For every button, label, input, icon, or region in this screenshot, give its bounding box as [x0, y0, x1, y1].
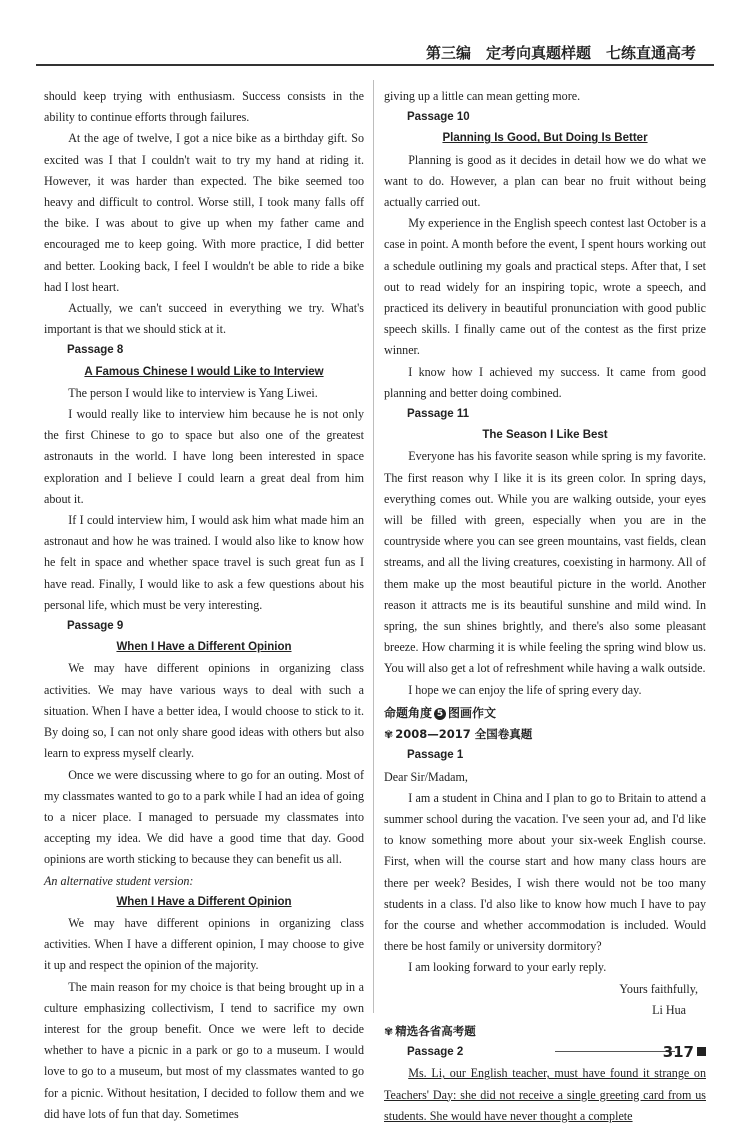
paragraph: should keep trying with enthusiasm. Success consists in the ability to continue efforts through failures. — [44, 89, 364, 125]
header-rule — [36, 64, 714, 66]
footer-rule — [555, 1051, 675, 1052]
passage-10-title-text: Planning Is Good, But Doing Is Better — [442, 132, 648, 145]
passage-2-label: Passage 2 — [407, 1046, 464, 1059]
paragraph: The main reason for my choice is that being brought up in a culture emphasizing collectivism, I tend to sacrifice my own interest for the group benefit. Once we were left to decide whether to have a picnic in a park or go to a museum. I would love to go to a museum, but most of my classmates wanted to go for a picnic. Without hesitation, I decided to follow them and we did have lots of fun that day. Sometimes — [44, 979, 364, 1121]
underlined-paragraph-text: Ms. Li, our English teacher, must have found it strange on Teachers' Day: she did not receive a single greeting card from us students. She would have never thought a complete — [384, 1066, 706, 1123]
section-heading-prefix: 命题角度 — [384, 705, 433, 720]
paragraph: We may have different opinions in organizing class activities. When I have a different opinion, I may choose to give it up and respect the opinion of the majority. — [44, 915, 364, 973]
letter-closing: Yours faithfully, — [619, 981, 698, 996]
passage-9-label: Passage 9 — [67, 620, 124, 633]
square-icon — [697, 1047, 706, 1056]
passage-9-title — [44, 637, 364, 658]
paragraph: I would really like to interview him because he is not only the first Chinese to go to space but also one of the greatest astronauts in the world. I have long been interested in space exploration and I believe I could learn a great deal from him about it. — [44, 407, 364, 506]
paragraph — [384, 1063, 706, 1127]
paragraph: My experience in the English speech contest last October is a case in point. A month before the event, I spent hours working out a schedule outlining my goals and practical steps. After that, I set out to read widely for an inspiring topic, wrote a speech, and practiced its delivery in beautiful pronunciation with good public speech skills. I finally came out of the contest as the first prize winner. — [384, 216, 706, 358]
letter-salutation: Dear Sir/Madam, — [384, 769, 468, 784]
passage-10-title — [384, 128, 706, 149]
section-number-badge: 5 — [434, 708, 446, 720]
letter-signature: Li Hua — [652, 1002, 686, 1017]
flower-icon: ✾ — [384, 1024, 394, 1038]
paragraph: giving up a little can mean getting more. — [384, 89, 581, 103]
paragraph: I hope we can enjoy the life of spring every day. — [408, 682, 642, 697]
passage-11-title: The Season I Like Best — [482, 429, 608, 442]
passage-8-title-text: A Famous Chinese I would Like to Interview — [84, 365, 324, 378]
column-divider — [373, 80, 374, 1013]
paragraph: Everyone has his favorite season while spring is my favorite. The first reason why I like it is its green color. In spring days, everything comes out. While you are walking outside, your eyes will be filled with green, especially when you are in the countryside where you can see green mountains, vast fields, clean streams, and all the living creatures, coexisting in harmony. All of them make up the most beautiful picture in the world. Another reason it attracts me is its beautiful sunshine and mild wind. In spring, the sun shines brightly, and there's also some pleasant breeze. How charming it is while feeling the spring wind blow us. You will also get a lot of refreshment while having a walk outside. — [384, 449, 706, 676]
running-header: 第三编 定考向真题样题 七练直通高考 — [425, 44, 696, 62]
flower-icon: ✾ — [384, 728, 394, 742]
passage-8-label: Passage 8 — [67, 344, 124, 357]
paragraph: Planning is good as it decides in detail how we do what we want to do. However, a plan can bear no fruit without being actually carried out. — [384, 152, 706, 210]
section-heading — [384, 703, 706, 724]
subsection-provincial-text: 精选各省高考题 — [395, 1023, 476, 1038]
passage-8-title — [44, 362, 364, 383]
paragraph: At the age of twelve, I got a nice bike as a birthday gift. So excited was I that I couldn't wait to try my hand at riding it. However, it was harder than expected. The bike seemed too heavy and difficult to control. Worse still, I took many falls off the bike. I was about to give up when my father came and encouraged me to keep going. With more practice, I did better and better. Looking back, I feel I wouldn't be able to ride a bike had I lost heart. — [44, 131, 364, 294]
subsection-provincial — [384, 1021, 706, 1042]
alternative-version-label: An alternative student version: — [44, 873, 194, 888]
passage-9-title-text: When I Have a Different Opinion — [116, 641, 292, 654]
paragraph: Actually, we can't succeed in everything we try. What's important is that we should stick at it. — [44, 301, 364, 337]
paragraph: Once we were discussing where to go for an outing. Most of my classmates wanted to go to a park while I had an idea of going to a nicer place. I managed to persuade my classmates into accepting my idea. We did have a good time that day. Good opinions are worth sticking to because they can benefit us all. — [44, 767, 364, 867]
subsection-national — [384, 724, 706, 745]
alternative-title — [44, 892, 364, 913]
subsection-national-text: 2008—2017 全国卷真题 — [395, 727, 533, 742]
passage-1-label: Passage 1 — [407, 749, 464, 762]
passage-10-label: Passage 10 — [407, 111, 470, 124]
paragraph: I am a student in China and I plan to go to Britain to attend a summer school during the vacation. I've seen your ad, and I'd like to know something more about your six-week English course. First, when will the course start and how many class hours are there per week? Besides, I wish there would not be too many students in a class. I'd also like to know how much I have to pay for the course and whether accommodation is included. Would there be host family or university dormitory? — [384, 790, 706, 954]
page-number — [663, 1043, 706, 1061]
alternative-title-text: When I Have a Different Opinion — [116, 895, 292, 908]
passage-11-label: Passage 11 — [407, 408, 470, 421]
right-column — [384, 86, 706, 1127]
left-column — [44, 86, 364, 1125]
paragraph: I am looking forward to your early reply. — [408, 960, 607, 975]
paragraph: The person I would like to interview is Yang Liwei. — [68, 385, 318, 400]
paragraph: If I could interview him, I would ask him what made him an astronaut and how he was trained. I would also like to know how he felt in space and whether space travel is such great fun as I have read. Finally, I would like to ask a few questions about his personal life, which must be very interesting. — [44, 513, 364, 612]
paragraph: I know how I achieved my success. It came from good planning and better doing combined. — [384, 364, 706, 400]
paragraph: We may have different opinions in organizing class activities. We may have various ways to deal with such a situation. When I have a better idea, I would choose to stick to it. By doing so, I can not only share good ideas with others but also learn to express myself clearly. — [44, 661, 364, 761]
section-heading-title: 图画作文 — [448, 705, 497, 720]
page-number-text: 317 — [662, 1043, 694, 1061]
